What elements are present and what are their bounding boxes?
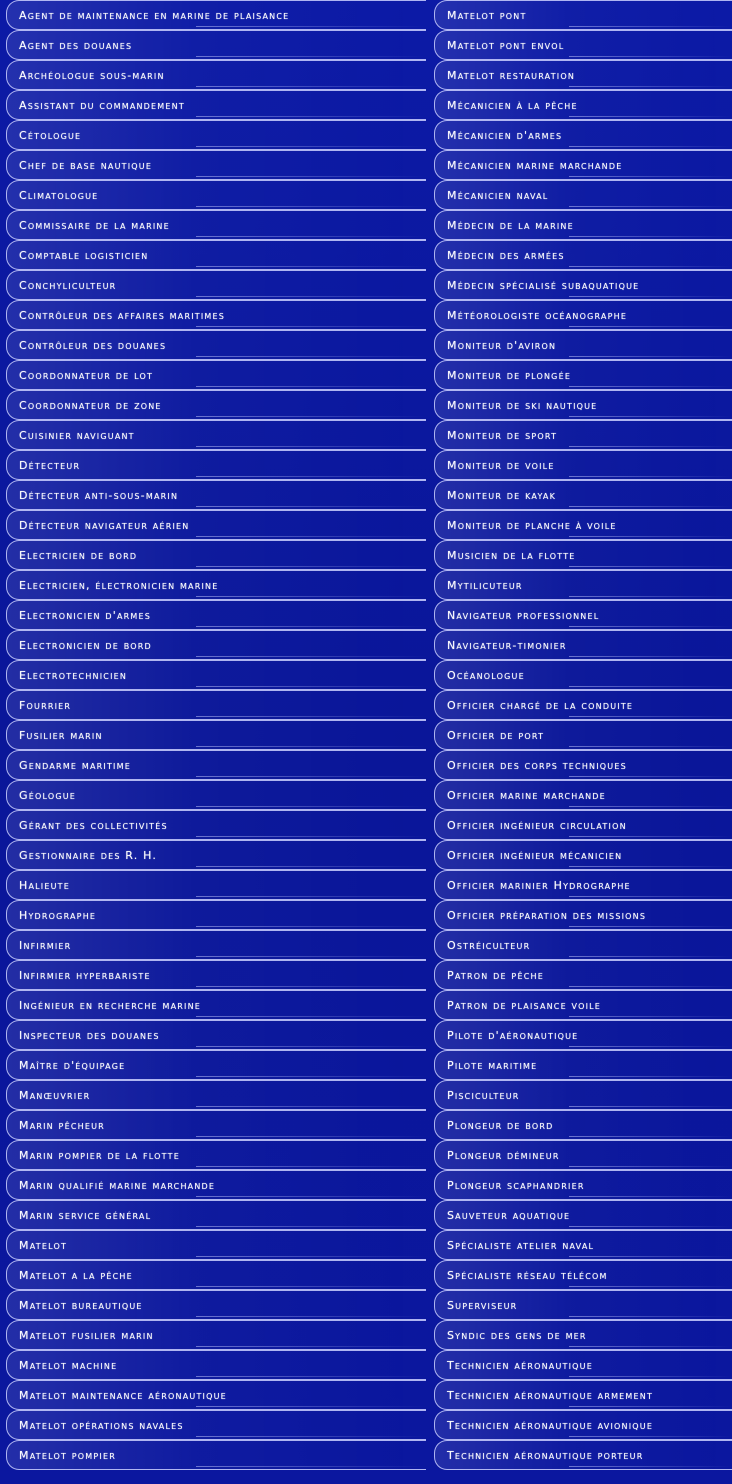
- right-job-item[interactable]: [434, 1020, 732, 1050]
- right-job-item[interactable]: [434, 1350, 732, 1380]
- job-label: Fusilier marin: [19, 728, 103, 742]
- job-label: Officier ingénieur circulation: [447, 818, 627, 832]
- job-label: Pilote maritime: [447, 1058, 538, 1072]
- job-label: Infirmier hyperbariste: [19, 968, 151, 982]
- left-job-item[interactable]: [6, 1020, 426, 1050]
- job-label: Matelot fusilier marin: [19, 1328, 154, 1342]
- job-label: Gestionnaire des R. H.: [19, 848, 158, 862]
- left-job-item[interactable]: [6, 600, 426, 630]
- job-label: Inspecteur des douanes: [19, 1028, 160, 1042]
- left-job-item[interactable]: [6, 660, 426, 690]
- job-label: Electronicien d'armes: [19, 608, 152, 622]
- right-job-item[interactable]: [434, 690, 732, 720]
- job-label: Marin pêcheur: [19, 1118, 105, 1132]
- job-label: Coordonnateur de lot: [19, 368, 154, 382]
- right-job-item[interactable]: [434, 120, 732, 150]
- job-label: Chef de base nautique: [19, 158, 153, 172]
- right-job-item[interactable]: [434, 210, 732, 240]
- left-job-item[interactable]: [6, 1320, 426, 1350]
- left-job-item[interactable]: [6, 1140, 426, 1170]
- job-label: Pilote d'aéronautique: [447, 1028, 579, 1042]
- job-label: Météorologiste océanographe: [447, 308, 628, 322]
- right-job-item[interactable]: [434, 660, 732, 690]
- right-job-item[interactable]: [434, 600, 732, 630]
- right-job-item[interactable]: [434, 150, 732, 180]
- job-label: Technicien aéronautique armement: [447, 1388, 654, 1402]
- job-label: Agent de maintenance en marine de plaisance: [19, 8, 290, 22]
- left-job-item[interactable]: [6, 180, 426, 210]
- right-job-item[interactable]: [434, 1050, 732, 1080]
- job-label: Matelot machine: [19, 1358, 118, 1372]
- right-job-item[interactable]: [434, 1230, 732, 1260]
- job-label: Marin qualifié marine marchande: [19, 1178, 216, 1192]
- right-job-item[interactable]: [434, 90, 732, 120]
- job-label: Halieute: [19, 878, 71, 892]
- left-job-item[interactable]: [6, 330, 426, 360]
- job-label: Navigateur professionnel: [447, 608, 600, 622]
- right-job-column: [434, 0, 732, 1484]
- left-job-item[interactable]: [6, 450, 426, 480]
- job-label: Matelot pont envol: [447, 38, 565, 52]
- right-job-item[interactable]: [434, 1380, 732, 1410]
- job-label: Moniteur de ski nautique: [447, 398, 598, 412]
- job-label: Patron de pêche: [447, 968, 544, 982]
- left-job-item[interactable]: [6, 900, 426, 930]
- left-job-item[interactable]: [6, 60, 426, 90]
- left-job-item[interactable]: [6, 630, 426, 660]
- job-label: Contrôleur des douanes: [19, 338, 167, 352]
- job-label: Moniteur de planche à voile: [447, 518, 617, 532]
- left-job-item[interactable]: [6, 1170, 426, 1200]
- job-label: Officier marinier Hydrographe: [447, 878, 631, 892]
- right-job-item[interactable]: [434, 1110, 732, 1140]
- job-label: Matelot pompier: [19, 1448, 116, 1462]
- left-job-item[interactable]: [6, 90, 426, 120]
- job-label: Ingénieur en recherche marine: [19, 998, 202, 1012]
- job-label: Médecin de la marine: [447, 218, 574, 232]
- right-job-item[interactable]: [434, 480, 732, 510]
- job-label: Mécanicien naval: [447, 188, 549, 202]
- job-label: Mécanicien d'armes: [447, 128, 563, 142]
- right-job-item[interactable]: [434, 420, 732, 450]
- job-label: Gendarme maritime: [19, 758, 131, 772]
- job-label: Electricien, électronicien marine: [19, 578, 219, 592]
- right-job-item[interactable]: [434, 570, 732, 600]
- left-job-item[interactable]: [6, 1230, 426, 1260]
- job-label: Manœuvrier: [19, 1088, 91, 1102]
- job-label: Matelot pont: [447, 8, 527, 22]
- job-label: Spécialiste réseau télécom: [447, 1268, 608, 1282]
- left-job-item[interactable]: [6, 150, 426, 180]
- job-label: Assistant du commandement: [19, 98, 185, 112]
- right-job-item[interactable]: [434, 990, 732, 1020]
- left-job-item[interactable]: [6, 210, 426, 240]
- job-label: Musicien de la flotte: [447, 548, 576, 562]
- job-label: Matelot maintenance aéronautique: [19, 1388, 227, 1402]
- right-job-item[interactable]: [434, 240, 732, 270]
- job-label: Coordonnateur de zone: [19, 398, 162, 412]
- right-job-item[interactable]: [434, 510, 732, 540]
- job-label: Moniteur de sport: [447, 428, 558, 442]
- job-label: Officier des corps techniques: [447, 758, 627, 772]
- right-job-item[interactable]: [434, 1320, 732, 1350]
- job-label: Officier marine marchande: [447, 788, 606, 802]
- job-label: Spécialiste atelier naval: [447, 1238, 595, 1252]
- job-label: Comptable logisticien: [19, 248, 149, 262]
- job-label: Pisciculteur: [447, 1088, 520, 1102]
- job-label: Agent des douanes: [19, 38, 133, 52]
- right-job-item[interactable]: [434, 1290, 732, 1320]
- left-job-item[interactable]: [6, 780, 426, 810]
- right-job-item[interactable]: [434, 1140, 732, 1170]
- right-job-item[interactable]: [434, 840, 732, 870]
- right-job-item[interactable]: [434, 0, 732, 30]
- job-label: Cuisinier naviguant: [19, 428, 135, 442]
- left-job-item[interactable]: [6, 1380, 426, 1410]
- right-job-item[interactable]: [434, 450, 732, 480]
- right-job-item[interactable]: [434, 870, 732, 900]
- left-job-item[interactable]: [6, 870, 426, 900]
- job-label: Fourrier: [19, 698, 72, 712]
- right-job-item[interactable]: [434, 780, 732, 810]
- left-job-item[interactable]: [6, 720, 426, 750]
- job-label: Matelot bureautique: [19, 1298, 143, 1312]
- left-job-item[interactable]: [6, 510, 426, 540]
- left-job-item[interactable]: [6, 960, 426, 990]
- right-job-item[interactable]: [434, 630, 732, 660]
- left-job-item[interactable]: [6, 1080, 426, 1110]
- job-label: Navigateur-timonier: [447, 638, 567, 652]
- job-label: Electrotechnicien: [19, 668, 128, 682]
- job-label: Mécanicien à la pêche: [447, 98, 578, 112]
- job-label: Mécanicien marine marchande: [447, 158, 623, 172]
- job-label: Géologue: [19, 788, 77, 802]
- job-label: Matelot: [19, 1238, 68, 1252]
- job-label: Officier de port: [447, 728, 545, 742]
- left-job-item[interactable]: [6, 1110, 426, 1140]
- right-job-item[interactable]: [434, 1200, 732, 1230]
- right-job-item[interactable]: [434, 30, 732, 60]
- left-job-item[interactable]: [6, 570, 426, 600]
- left-job-item[interactable]: [6, 540, 426, 570]
- left-job-item[interactable]: [6, 1410, 426, 1440]
- job-label: Electronicien de bord: [19, 638, 152, 652]
- job-label: Matelot opérations navales: [19, 1418, 184, 1432]
- right-job-item[interactable]: [434, 270, 732, 300]
- job-label: Ostréiculteur: [447, 938, 531, 952]
- job-label: Détecteur: [19, 458, 81, 472]
- job-label: Moniteur de kayak: [447, 488, 557, 502]
- left-job-item[interactable]: [6, 750, 426, 780]
- left-job-item[interactable]: [6, 930, 426, 960]
- job-label: Médecin des armées: [447, 248, 565, 262]
- job-label: Conchyliculteur: [19, 278, 117, 292]
- job-label: Sauveteur aquatique: [447, 1208, 571, 1222]
- right-job-item[interactable]: [434, 360, 732, 390]
- left-job-item[interactable]: [6, 420, 426, 450]
- left-job-item[interactable]: [6, 1260, 426, 1290]
- left-job-item[interactable]: [6, 270, 426, 300]
- job-label: Contrôleur des affaires maritimes: [19, 308, 226, 322]
- left-job-item[interactable]: [6, 480, 426, 510]
- right-job-item[interactable]: [434, 1260, 732, 1290]
- right-job-item[interactable]: [434, 900, 732, 930]
- left-job-item[interactable]: [6, 300, 426, 330]
- right-job-item[interactable]: [434, 390, 732, 420]
- left-job-item[interactable]: [6, 0, 426, 30]
- job-label: Technicien aéronautique: [447, 1358, 593, 1372]
- left-job-item[interactable]: [6, 1440, 426, 1470]
- job-label: Officier préparation des missions: [447, 908, 647, 922]
- job-label: Infirmier: [19, 938, 72, 952]
- job-label: Plongeur de bord: [447, 1118, 554, 1132]
- job-label: Cétologue: [19, 128, 82, 142]
- right-job-item[interactable]: [434, 1080, 732, 1110]
- job-label: Officier ingénieur mécanicien: [447, 848, 623, 862]
- job-label: Médecin spécialisé subaquatique: [447, 278, 640, 292]
- right-job-item[interactable]: [434, 1170, 732, 1200]
- right-job-item[interactable]: [434, 1440, 732, 1470]
- right-job-item[interactable]: [434, 720, 732, 750]
- right-job-item[interactable]: [434, 810, 732, 840]
- job-label: Climatologue: [19, 188, 99, 202]
- left-job-item[interactable]: [6, 1290, 426, 1320]
- right-job-item[interactable]: [434, 540, 732, 570]
- left-job-item[interactable]: [6, 1350, 426, 1380]
- job-label: Marin pompier de la flotte: [19, 1148, 180, 1162]
- right-job-item[interactable]: [434, 960, 732, 990]
- job-label: Technicien aéronautique avionique: [447, 1418, 654, 1432]
- job-label: Commissaire de la marine: [19, 218, 170, 232]
- job-label: Officier chargé de la conduite: [447, 698, 634, 712]
- right-job-item[interactable]: [434, 1410, 732, 1440]
- left-job-item[interactable]: [6, 1200, 426, 1230]
- left-job-item[interactable]: [6, 360, 426, 390]
- left-job-item[interactable]: [6, 390, 426, 420]
- left-job-item[interactable]: [6, 690, 426, 720]
- left-job-item[interactable]: [6, 810, 426, 840]
- job-label: Détecteur navigateur aérien: [19, 518, 190, 532]
- job-label: Mytilicuteur: [447, 578, 523, 592]
- left-job-item[interactable]: [6, 30, 426, 60]
- job-label: Moniteur de voile: [447, 458, 555, 472]
- job-label: Moniteur d'aviron: [447, 338, 557, 352]
- job-label: Océanologue: [447, 668, 525, 682]
- job-label: Plongeur scaphandrier: [447, 1178, 585, 1192]
- right-job-item[interactable]: [434, 330, 732, 360]
- left-job-item[interactable]: [6, 1050, 426, 1080]
- job-label: Gérant des collectivités: [19, 818, 168, 832]
- job-label: Electricien de bord: [19, 548, 138, 562]
- right-job-item[interactable]: [434, 930, 732, 960]
- job-label: Matelot restauration: [447, 68, 576, 82]
- left-job-item[interactable]: [6, 840, 426, 870]
- left-job-item[interactable]: [6, 240, 426, 270]
- job-label: Marin service général: [19, 1208, 152, 1222]
- job-label: Moniteur de plongée: [447, 368, 572, 382]
- job-label: Détecteur anti-sous-marin: [19, 488, 179, 502]
- job-label: Superviseur: [447, 1298, 518, 1312]
- left-job-item[interactable]: [6, 990, 426, 1020]
- right-job-item[interactable]: [434, 180, 732, 210]
- job-label: Plongeur démineur: [447, 1148, 560, 1162]
- left-job-column: [6, 0, 426, 1484]
- job-label: Maître d'équipage: [19, 1058, 126, 1072]
- job-label: Matelot a la pêche: [19, 1268, 133, 1282]
- right-job-item[interactable]: [434, 750, 732, 780]
- job-label: Technicien aéronautique porteur: [447, 1448, 644, 1462]
- right-job-item[interactable]: [434, 300, 732, 330]
- right-job-item[interactable]: [434, 60, 732, 90]
- job-label: Patron de plaisance voile: [447, 998, 602, 1012]
- job-label: Hydrographe: [19, 908, 97, 922]
- left-job-item[interactable]: [6, 120, 426, 150]
- job-label: Archéologue sous-marin: [19, 68, 165, 82]
- job-label: Syndic des gens de mer: [447, 1328, 587, 1342]
